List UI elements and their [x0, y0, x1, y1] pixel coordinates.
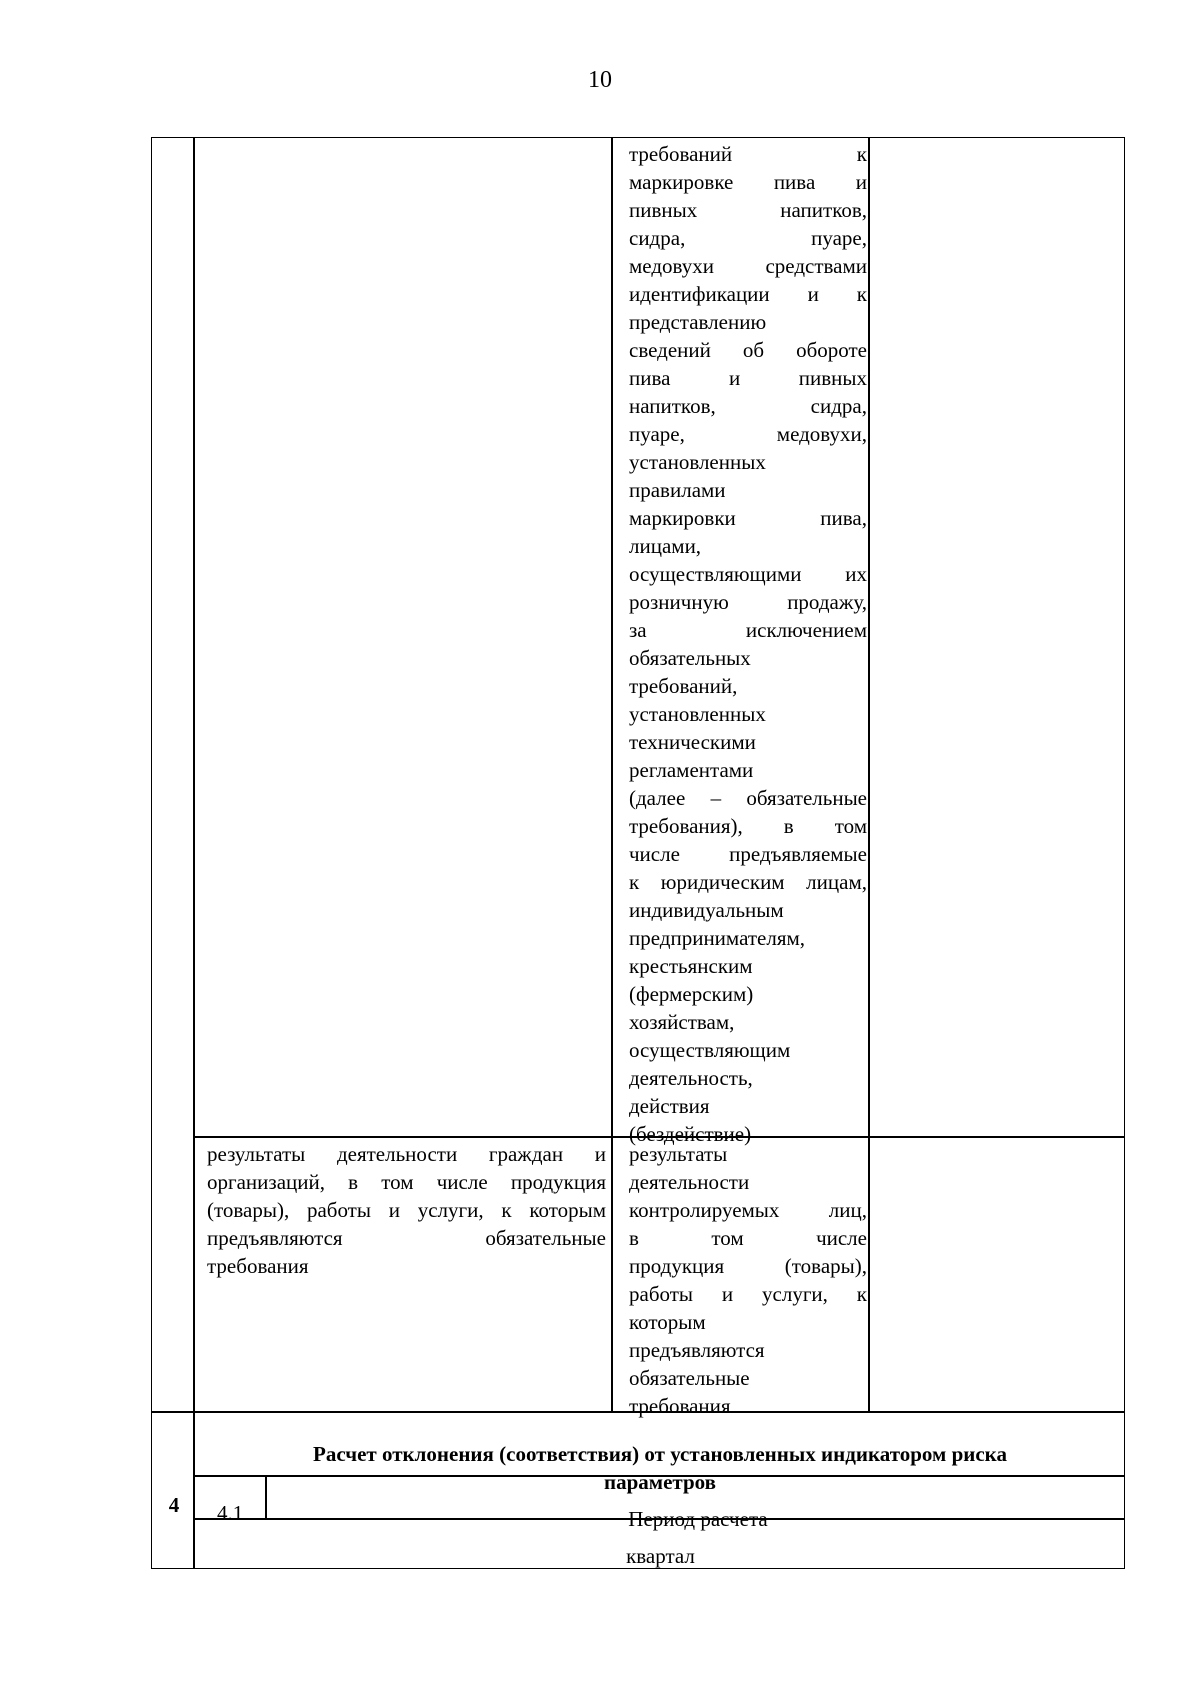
text-line: пива и пивных — [629, 366, 867, 390]
control-object-text — [207, 1140, 606, 1280]
section-title-line: параметров — [604, 1470, 716, 1494]
text-line: предъявляются — [629, 1338, 765, 1362]
text-line: деятельности — [629, 1170, 750, 1194]
text-line: организаций, в том числе продукция — [207, 1170, 606, 1194]
text-line: требования — [207, 1254, 309, 1278]
text-line: продукция (товары), — [629, 1254, 867, 1278]
text-line: регламентами — [629, 758, 754, 782]
table-divider — [868, 137, 870, 1412]
text-line: действия — [629, 1094, 710, 1118]
text-line: осуществляющим — [629, 1038, 791, 1062]
text-line: (фермерским) — [629, 982, 754, 1006]
text-line: обязательных — [629, 646, 751, 670]
text-line: сидра, пуаре, — [629, 226, 867, 250]
subsection-number: 4.1 — [217, 1501, 244, 1525]
text-line: за исключением — [629, 618, 867, 642]
text-line: (бездействие) — [629, 1122, 752, 1146]
text-line: правилами — [629, 478, 726, 502]
section-title — [198, 1440, 1122, 1496]
subsection-label: Период расчета — [628, 1507, 768, 1531]
section-number: 4 — [168, 1493, 180, 1517]
text-line: пуаре, медовухи, — [629, 422, 867, 446]
text-line: лицами, — [629, 534, 702, 558]
text-line: числе предъявляемые — [629, 842, 867, 866]
text-line: требования), в том — [629, 814, 867, 838]
text-line: к юридическим лицам, — [629, 870, 867, 894]
text-line: требований к — [629, 142, 867, 166]
controlled-persons-text — [629, 1140, 867, 1420]
text-line: предъявляются обязательные — [207, 1226, 606, 1250]
text-line: деятельность, — [629, 1066, 753, 1090]
text-line: установленных — [629, 450, 766, 474]
text-line: в том числе — [629, 1226, 867, 1250]
text-line: работы и услуги, к — [629, 1282, 867, 1306]
text-line: медовухи средствами — [629, 254, 867, 278]
period-value: квартал — [626, 1544, 695, 1568]
text-line: представлению — [629, 310, 767, 334]
text-line: техническими — [629, 730, 756, 754]
text-line: требования — [629, 1394, 731, 1418]
text-line: (товары), работы и услуги, к которым — [207, 1198, 606, 1222]
text-line: идентификации и к — [629, 282, 867, 306]
text-line: требований, — [629, 674, 738, 698]
text-line: обязательные — [629, 1366, 750, 1390]
text-line: результаты — [629, 1142, 728, 1166]
text-line: хозяйствам, — [629, 1010, 735, 1034]
text-line: индивидуальным — [629, 898, 784, 922]
requirements-text — [629, 140, 867, 1148]
text-line: контролируемых лиц, — [629, 1198, 867, 1222]
table-divider — [193, 137, 195, 1569]
text-line: осуществляющими их — [629, 562, 867, 586]
text-line: результаты деятельности граждан и — [207, 1142, 606, 1166]
section-title-line: Расчет отклонения (соответствия) от установленных индикатором риска — [313, 1442, 1007, 1466]
text-line: установленных — [629, 702, 766, 726]
text-line: которым — [629, 1310, 706, 1334]
text-line: крестьянским — [629, 954, 753, 978]
text-line: розничную продажу, — [629, 590, 867, 614]
text-line: предпринимателям, — [629, 926, 806, 950]
text-line: маркировке пива и — [629, 170, 867, 194]
text-line: напитков, сидра, — [629, 394, 867, 418]
text-line: (далее – обязательные — [629, 786, 867, 810]
text-line: пивных напитков, — [629, 198, 867, 222]
page-number: 10 — [588, 67, 612, 93]
text-line: сведений об обороте — [629, 338, 867, 362]
table-divider — [611, 137, 613, 1412]
text-line: маркировки пива, — [629, 506, 867, 530]
